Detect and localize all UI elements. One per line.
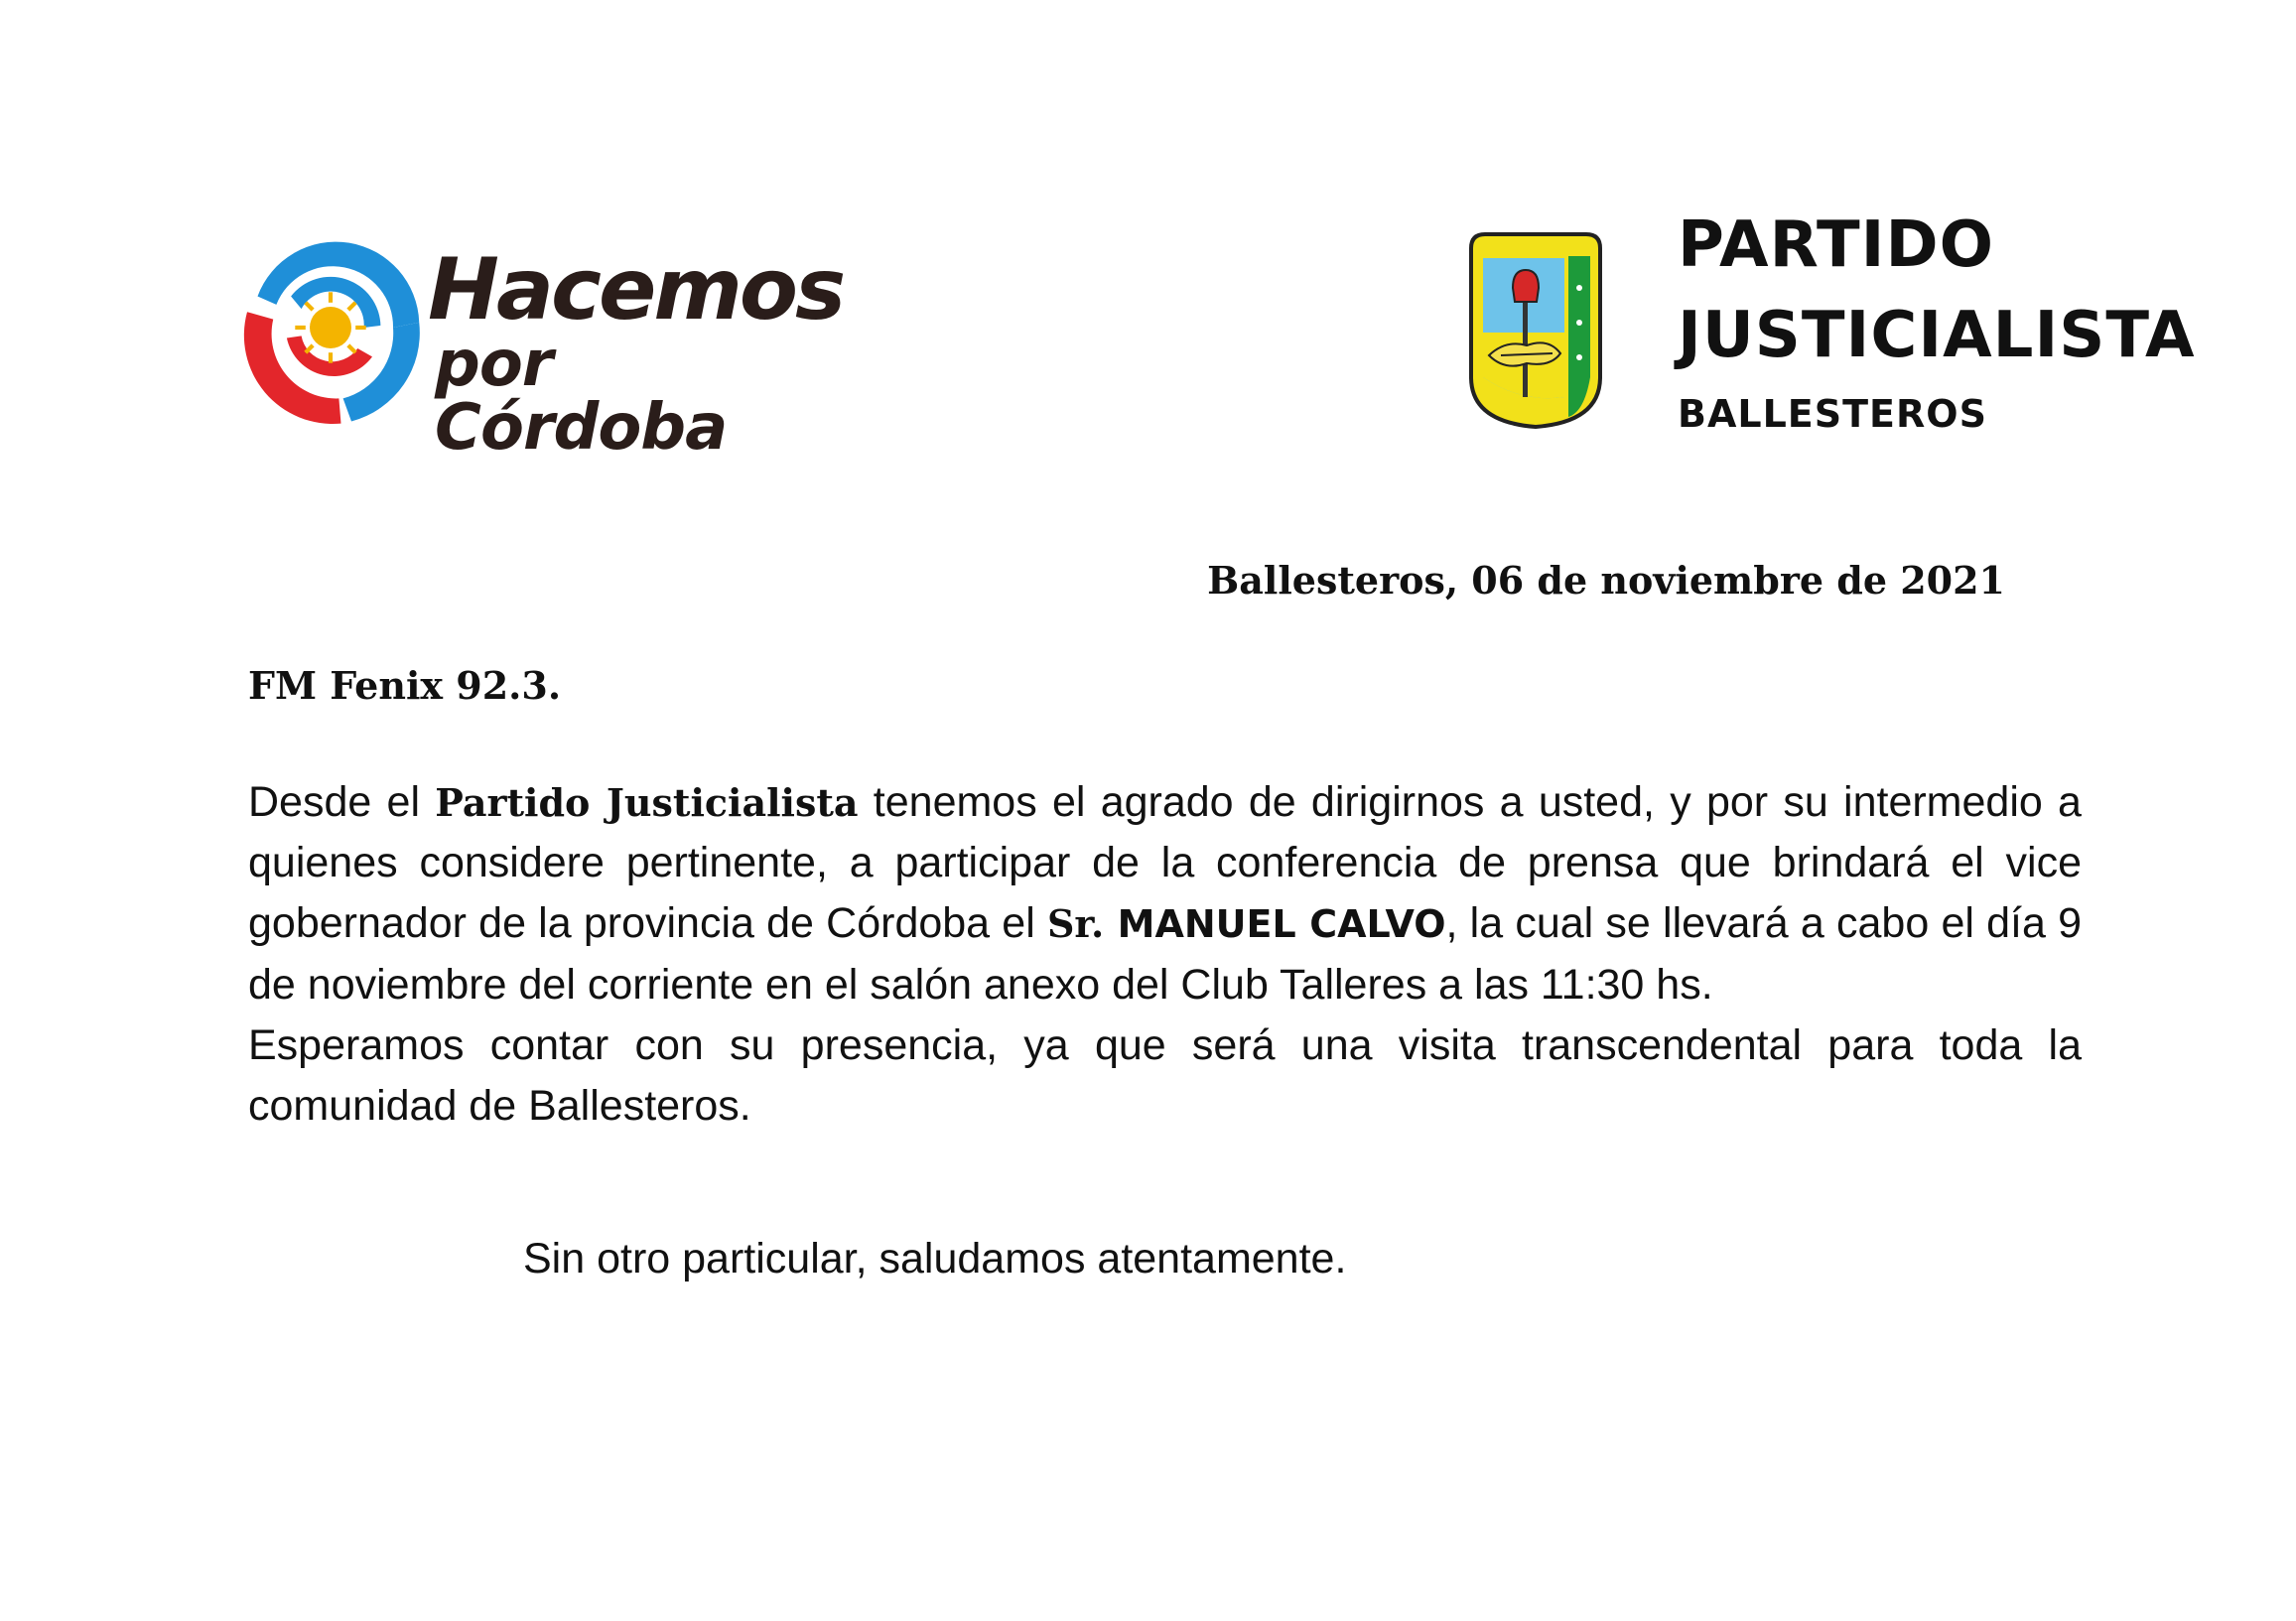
letter-recipient: FM Fenix 92.3. bbox=[248, 663, 562, 708]
hacemos-por-cordoba-logo bbox=[226, 223, 862, 465]
peronist-party-shield-logo-icon bbox=[1461, 228, 1610, 432]
p1-text-1: Desde el bbox=[248, 778, 436, 826]
letter-paragraph-2: Esperamos contar con su presencia, ya que será una visita transcendental para toda la comunidad de Ballesteros. bbox=[248, 1021, 2082, 1130]
p1-bold-title: Sr. bbox=[1046, 901, 1118, 946]
letter-paragraph-1 bbox=[248, 772, 2082, 1015]
logo-text-hacemos: Hacemos bbox=[428, 240, 844, 339]
p1-bold-name: MANUEL CALVO bbox=[1117, 902, 1446, 946]
p1-text-3: , la cual se llevará a cabo el día 9 de noviembre del corriente en el salón anexo del Club Talleres a las 11:30 hs. bbox=[248, 899, 2082, 1009]
hacemos-por-cordoba-sun-swirl-logo-icon bbox=[226, 223, 435, 432]
letter-body bbox=[248, 772, 2082, 1137]
party-title-line-1: PARTIDO bbox=[1678, 208, 1994, 282]
p1-text-2: tenemos el agrado de dirigirnos a usted, y por su intermedio a quienes considere pertinente, a participar de la conferencia de prensa que brindará el vice gobernador de la provincia de Córdoba el bbox=[248, 778, 2082, 947]
party-title-line-2: JUSTICIALISTA bbox=[1678, 299, 2196, 372]
logo-text-por-cordoba: por Córdoba bbox=[435, 328, 728, 465]
letter-closing: Sin otro particular, saludamos atentamente. bbox=[523, 1235, 1347, 1283]
party-subtitle: BALLESTEROS bbox=[1678, 392, 1987, 436]
letter-date: Ballesteros, 06 de noviembre de 2021 bbox=[1207, 558, 2005, 603]
p1-bold-party: Partido Justicialista bbox=[435, 780, 859, 825]
